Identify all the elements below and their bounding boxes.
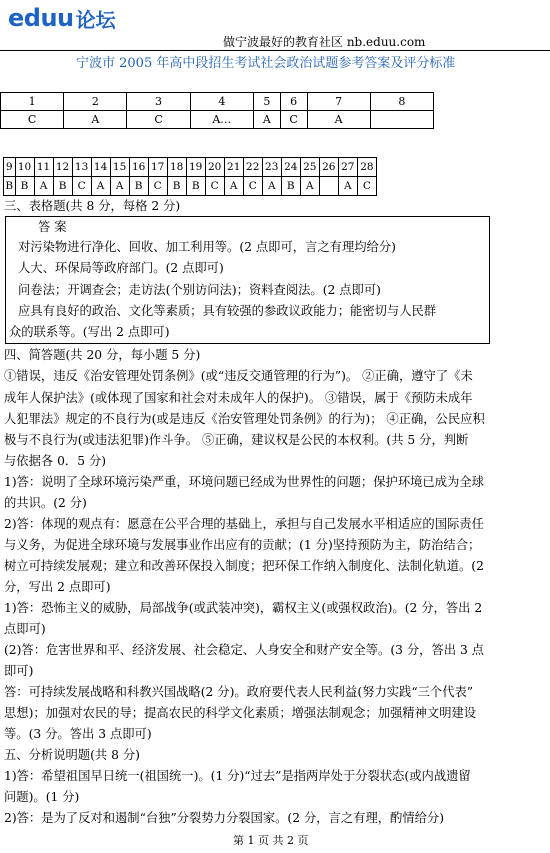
section4-line: 人犯罪法》规定的不良行为(或是违反《治安管理处罚条例》的行为)； ④正确，公民应积	[4, 412, 485, 426]
section4-line: 与依据各 0．5 分)	[4, 454, 107, 468]
answer-cell: A	[64, 111, 127, 129]
question-number-cell: 18	[167, 158, 186, 177]
answer-cell: A	[338, 177, 357, 196]
section4-line: 思想)；加强对农民的导；提高农民的科学文化素质；增强法制观念；加强精神文明建设	[4, 706, 477, 720]
question-number-cell: 14	[91, 158, 110, 177]
question-number-cell: 20	[205, 158, 224, 177]
answer-table-2	[3, 157, 377, 196]
section5-line: 1)答：希望祖国早日统一(祖国统一)。(1 分)“过去”是指两岸处于分裂状态(或内战遗留	[4, 769, 471, 783]
section4-line: 2)答：体现的观点有：愿意在公平合理的基础上，承担与自己发展水平相适应的国际责任	[4, 517, 484, 531]
question-number-cell: 25	[300, 158, 319, 177]
section4-line: 1)答：说明了全球环境污染严重，环境问题已经成为世界性的问题；保护环境已成为全球	[4, 475, 484, 489]
section4-line: 树立可持续发展观；建立和改善环保投入制度；把环保工作纳入制度化、法制化轨道。(2	[4, 559, 484, 573]
question-number-cell: 17	[148, 158, 167, 177]
question-number-cell: 10	[15, 158, 34, 177]
question-number-cell: 19	[186, 158, 205, 177]
section4-line: ①错误，违反《治安管理处罚条例》(或“违反交通管理的行为”)。 ②正确，遵守了《未	[4, 369, 473, 383]
question-number-cell: 4	[190, 93, 253, 111]
answer-cell: B	[129, 177, 148, 196]
answer-cell: A	[110, 177, 129, 196]
section4-heading: 四、简答题(共 20 分，每小题 5 分)	[4, 348, 201, 362]
section4-line: 的共识。(2 分)	[4, 496, 87, 510]
section3-box-heading: 答 案	[38, 220, 67, 234]
answer-cell: A	[307, 111, 370, 129]
section5-heading: 五、分析说明题(共 8 分)	[4, 748, 140, 762]
answer-cell	[319, 177, 338, 196]
answer-cell: B	[53, 177, 72, 196]
section4-line: (2)答：危害世界和平、经济发展、社会稳定、人身安全和财产安全等。(3 分，答出 3 点	[4, 643, 484, 657]
section4-line: 即可)	[4, 664, 34, 678]
logo-cn-text: 论坛	[75, 7, 116, 32]
section3-heading: 三、表格题(共 8 分，每格 2 分)	[4, 199, 181, 213]
section3-line: 应具有良好的政治、文化等素质；具有较强的参政议政能力；能密切与人民群	[18, 304, 437, 318]
question-number-cell: 9	[4, 158, 16, 177]
question-number-cell: 1	[1, 93, 64, 111]
answer-cell: A	[224, 177, 243, 196]
question-number-cell: 11	[34, 158, 53, 177]
answer-cell: C	[72, 177, 91, 196]
answer-cell: C	[357, 177, 376, 196]
section3-line: 问卷法；开调查会；走访法(个别访问法)；资料查阅法。(2 点即可)	[18, 283, 381, 297]
question-number-cell: 7	[307, 93, 370, 111]
section4-line: 1)答：恐怖主义的威胁，局部战争(或武装冲突)，霸权主义(或强权政治)。(2 分，答出 2	[4, 601, 483, 615]
question-number-cell: 2	[64, 93, 127, 111]
section4-line: 极与不良行为(或违法犯罪)作斗争。 ⑤正确，建议权是公民的本权利。(共 5 分，判断	[4, 433, 469, 447]
question-number-cell: 3	[127, 93, 190, 111]
answer-cell: B	[281, 177, 300, 196]
answer-table-1	[0, 92, 434, 129]
question-number-cell: 13	[72, 158, 91, 177]
answer-table-2-answer-row	[4, 177, 377, 196]
document-title: 宁波市 2005 年高中段招生考试社会政治试题参考答案及评分标准	[76, 56, 456, 71]
question-number-cell: 23	[262, 158, 281, 177]
question-number-cell: 24	[281, 158, 300, 177]
answer-cell: A	[91, 177, 110, 196]
question-number-cell: 8	[370, 93, 433, 111]
question-number-cell: 22	[243, 158, 262, 177]
section4-line: 点即可)	[4, 622, 46, 636]
answer-cell: A	[254, 111, 281, 129]
answer-cell: C	[205, 177, 224, 196]
answer-cell: B	[186, 177, 205, 196]
section4-line: 与义务，为促进全球环境与发展事业作出应有的贡献；(1 分)坚持预防为主，防治结合；	[4, 538, 481, 552]
answer-table-1-number-row	[1, 93, 434, 111]
answer-cell: C	[127, 111, 190, 129]
answer-table-1-answer-row	[1, 111, 434, 129]
section4-line: 等。(3 分。答出 3 点即可)	[4, 727, 152, 741]
answer-table-2-number-row	[4, 158, 377, 177]
page-footer: 第 1 页 共 2 页	[233, 834, 309, 847]
answer-cell: A	[262, 177, 281, 196]
answer-cell: C	[280, 111, 307, 129]
question-number-cell: 27	[338, 158, 357, 177]
section5-line: 2)答：是为了反对和遏制“台独”分裂势力分裂国家。(2 分，言之有理，酌情给分)	[4, 811, 445, 825]
question-number-cell: 21	[224, 158, 243, 177]
answer-cell: A	[34, 177, 53, 196]
section3-line: 对污染物进行净化、回收、加工利用等。(2 点即可，言之有理均给分)	[18, 240, 396, 254]
section3-line: 人大、环保局等政府部门。(2 点即可)	[18, 261, 224, 275]
question-number-cell: 26	[319, 158, 338, 177]
answer-cell: C	[1, 111, 64, 129]
question-number-cell: 6	[280, 93, 307, 111]
question-number-cell: 28	[357, 158, 376, 177]
site-tagline: 做宁波最好的教育社区 nb.eduu.com	[223, 35, 426, 49]
answer-cell: B	[4, 177, 16, 196]
header-divider	[0, 50, 550, 51]
answer-cell: C	[243, 177, 262, 196]
section4-line: 答：可持续发展战略和科教兴国战略(2 分)。政府要代表人民利益(努力实践“三个代表”	[4, 685, 474, 699]
answer-cell: B	[15, 177, 34, 196]
section5-line: 问题)。(1 分)	[4, 790, 80, 804]
section4-line: 成年人保护法》(或体现了国家和社会对未成年人的保护)。 ③错误，属于《预防未成年	[4, 391, 473, 405]
site-logo[interactable]	[8, 4, 116, 32]
answer-cell: B	[167, 177, 186, 196]
answer-cell: A…	[190, 111, 253, 129]
question-number-cell: 16	[129, 158, 148, 177]
logo-text: eduu	[8, 4, 74, 32]
section4-line: 分，写出 2 点即可)	[4, 580, 111, 594]
question-number-cell: 5	[254, 93, 281, 111]
answer-cell: C	[148, 177, 167, 196]
answer-cell	[370, 111, 433, 129]
question-number-cell: 12	[53, 158, 72, 177]
section3-line: 众的联系等。(写出 2 点即可)	[9, 325, 170, 339]
answer-cell: A	[300, 177, 319, 196]
question-number-cell: 15	[110, 158, 129, 177]
